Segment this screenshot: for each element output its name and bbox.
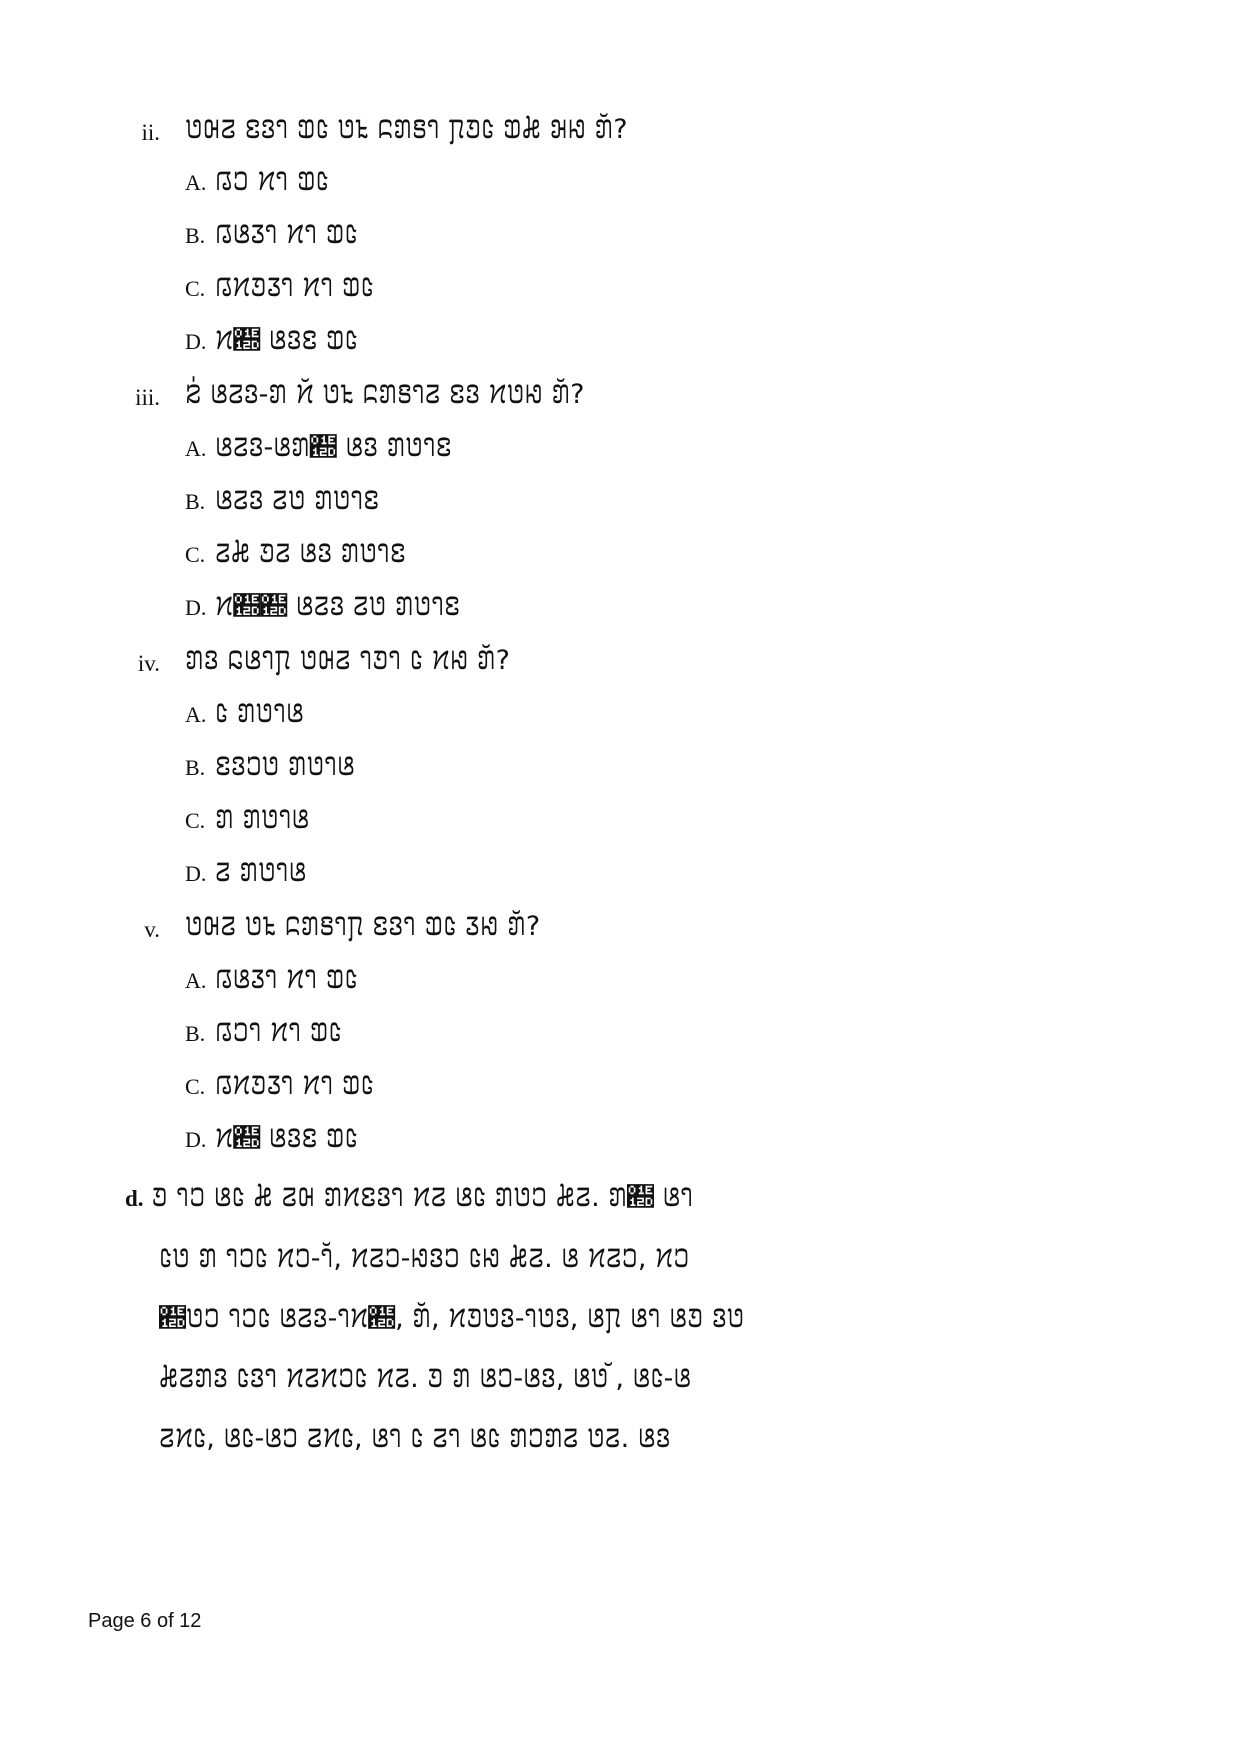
option-text: 𞄀𞄎𞄤 𞄔𞄤 𞄁𞄦 xyxy=(215,1017,342,1048)
question-text: 𞄃𞄨𞄉 𞄑𞄬𞄤 𞄁𞄦 𞄃𞄪 𞄍𞄄𞄩𞄤 𞄗𞄚𞄦 𞄁𞄇 𞄒𞄆 𞄄𞄲? xyxy=(185,114,628,145)
option xyxy=(185,1119,358,1160)
option-text: 𞄔𞄭𞄭 𞄘𞄉𞄬 𞄉𞄃 𞄄𞄃𞄤𞄑 xyxy=(215,591,461,622)
paragraph-line: 𞄇𞄉𞄄𞄬 𞄦𞄬𞄤 𞄔𞄉𞄔𞄎𞄦 𞄔𞄉. 𞄚 𞄄 𞄘𞄎-𞄘𞄬, 𞄘𞄃 𞄲, 𞄘𞄦-𞄘 xyxy=(159,1363,692,1394)
option-text: 𞄀𞄘𞄧𞄤 𞄔𞄤 𞄁𞄦 xyxy=(215,964,358,995)
option-label: A. xyxy=(185,702,207,727)
option-text: 𞄘𞄉𞄬 𞄉𞄃 𞄄𞄃𞄤𞄑 xyxy=(215,485,380,516)
option-text: 𞄀𞄎 𞄔𞄤 𞄁𞄦 xyxy=(215,166,329,197)
option xyxy=(185,162,329,203)
option-label: B. xyxy=(185,489,206,514)
option xyxy=(185,960,358,1001)
option-label: D. xyxy=(185,329,207,354)
option-text: 𞄑𞄬𞄎𞄃 𞄄𞄃𞄤𞄘 xyxy=(215,751,355,782)
option-label: C. xyxy=(185,1074,206,1099)
option xyxy=(185,481,379,522)
question-text: 𞄃𞄨𞄉 𞄃𞄪 𞄍𞄄𞄩𞄤𞄗 𞄑𞄬𞄤 𞄁𞄦 𞄧𞄆 𞄄𞄲? xyxy=(185,911,541,942)
question-number: ii. xyxy=(141,120,160,145)
paragraph-line xyxy=(125,1168,1170,1229)
option xyxy=(185,1066,374,1107)
option-label: C. xyxy=(185,276,206,301)
option-text: 𞄉 𞄄𞄃𞄤𞄘 xyxy=(215,857,307,888)
option-label: A. xyxy=(185,436,207,461)
option xyxy=(185,800,309,841)
option-label: B. xyxy=(185,1021,206,1046)
paragraph-label: d. xyxy=(125,1186,144,1211)
paragraph-line: 𞄉𞄔𞄦, 𞄘𞄦-𞄘𞄎 𞄉𞄔𞄦, 𞄘𞄤 𞄦 𞄉𞄤 𞄘𞄦 𞄄𞄎𞄄𞄉 𞄃𞄉. 𞄘𞄬 xyxy=(159,1423,671,1454)
option xyxy=(185,1013,342,1054)
option-label: B. xyxy=(185,223,206,248)
paragraph-line-text: 𞄚 𞄤𞄎 𞄘𞄦 𞄇 𞄉𞄨 𞄄𞄔𞄑𞄬𞄤 𞄔𞄉 𞄘𞄦 𞄄𞄃𞄎 𞄇𞄉. 𞄄𞄭 𞄘𞄤 xyxy=(151,1182,694,1213)
option xyxy=(185,534,406,575)
page-footer: Page 6 of 12 xyxy=(88,1610,202,1632)
option-label: C. xyxy=(185,808,206,833)
option-text: 𞄔𞄭 𞄘𞄬𞄑 𞄁𞄦 xyxy=(215,1123,358,1154)
question-number: iv. xyxy=(137,651,160,676)
option-text: 𞄀𞄔𞄚𞄧𞄤 𞄔𞄤 𞄁𞄦 xyxy=(215,272,374,303)
question-number: iii. xyxy=(135,385,160,410)
option-label: C. xyxy=(185,542,206,567)
paragraph-line: 𞄭𞄃𞄎 𞄤𞄎𞄦 𞄘𞄉𞄬-𞄤𞄔𞄭, 𞄄𞄲, 𞄔𞄚𞄃𞄬-𞄤𞄃𞄬, 𞄘𞄗 𞄘𞄤 𞄘𞄚 𞄬𞄃 xyxy=(159,1303,745,1334)
option-label: D. xyxy=(185,861,207,886)
option xyxy=(185,321,358,362)
option-label: A. xyxy=(185,170,207,195)
option-text: 𞄔𞄭 𞄘𞄬𞄑 𞄁𞄦 xyxy=(215,325,358,356)
option xyxy=(185,215,358,256)
paragraph-line: 𞄦𞄃 𞄄 𞄤𞄎𞄦 𞄔𞄎-𞄤𞄲, 𞄔𞄉𞄎-𞄆𞄬𞄎 𞄦𞄆 𞄇𞄉. 𞄘 𞄔𞄉𞄎, 𞄔𞄎 xyxy=(159,1243,690,1274)
option-text: 𞄀𞄔𞄚𞄧𞄤 𞄔𞄤 𞄁𞄦 xyxy=(215,1070,374,1101)
option xyxy=(185,268,374,309)
option xyxy=(185,747,355,788)
question-number: v. xyxy=(144,917,160,942)
option-label: D. xyxy=(185,595,207,620)
option-text: 𞄘𞄉𞄬-𞄘𞄄𞄭 𞄘𞄬 𞄄𞄃𞄤𞄑 xyxy=(215,432,452,463)
option xyxy=(185,428,452,469)
option-text: 𞄉𞄇 𞄚𞄉 𞄘𞄬 𞄄𞄃𞄤𞄑 xyxy=(215,538,406,569)
option-label: B. xyxy=(185,755,206,780)
option xyxy=(185,587,460,628)
question-text: 𞄄𞄬 𞄐𞄘𞄤𞄗 𞄃𞄨𞄉 𞄤𞄚𞄤 𞄦 𞄔𞄆 𞄄𞄲? xyxy=(185,645,510,676)
option-label: D. xyxy=(185,1127,207,1152)
paragraph-d xyxy=(125,1168,1170,1469)
option-text: 𞄄 𞄄𞄃𞄤𞄘 xyxy=(215,804,310,835)
question-text: 𞄕𞄰 𞄘𞄉𞄬-𞄄 𞄔𞄲 𞄃𞄪 𞄍𞄄𞄩𞄤𞄉 𞄑𞄬 𞄔𞄃𞄆 𞄄𞄲? xyxy=(185,379,585,410)
option-label: A. xyxy=(185,968,207,993)
option-text: 𞄦 𞄄𞄃𞄤𞄘 xyxy=(215,698,304,729)
option xyxy=(185,694,304,735)
option xyxy=(185,853,306,894)
option-text: 𞄀𞄘𞄧𞄤 𞄔𞄤 𞄁𞄦 xyxy=(215,219,358,250)
